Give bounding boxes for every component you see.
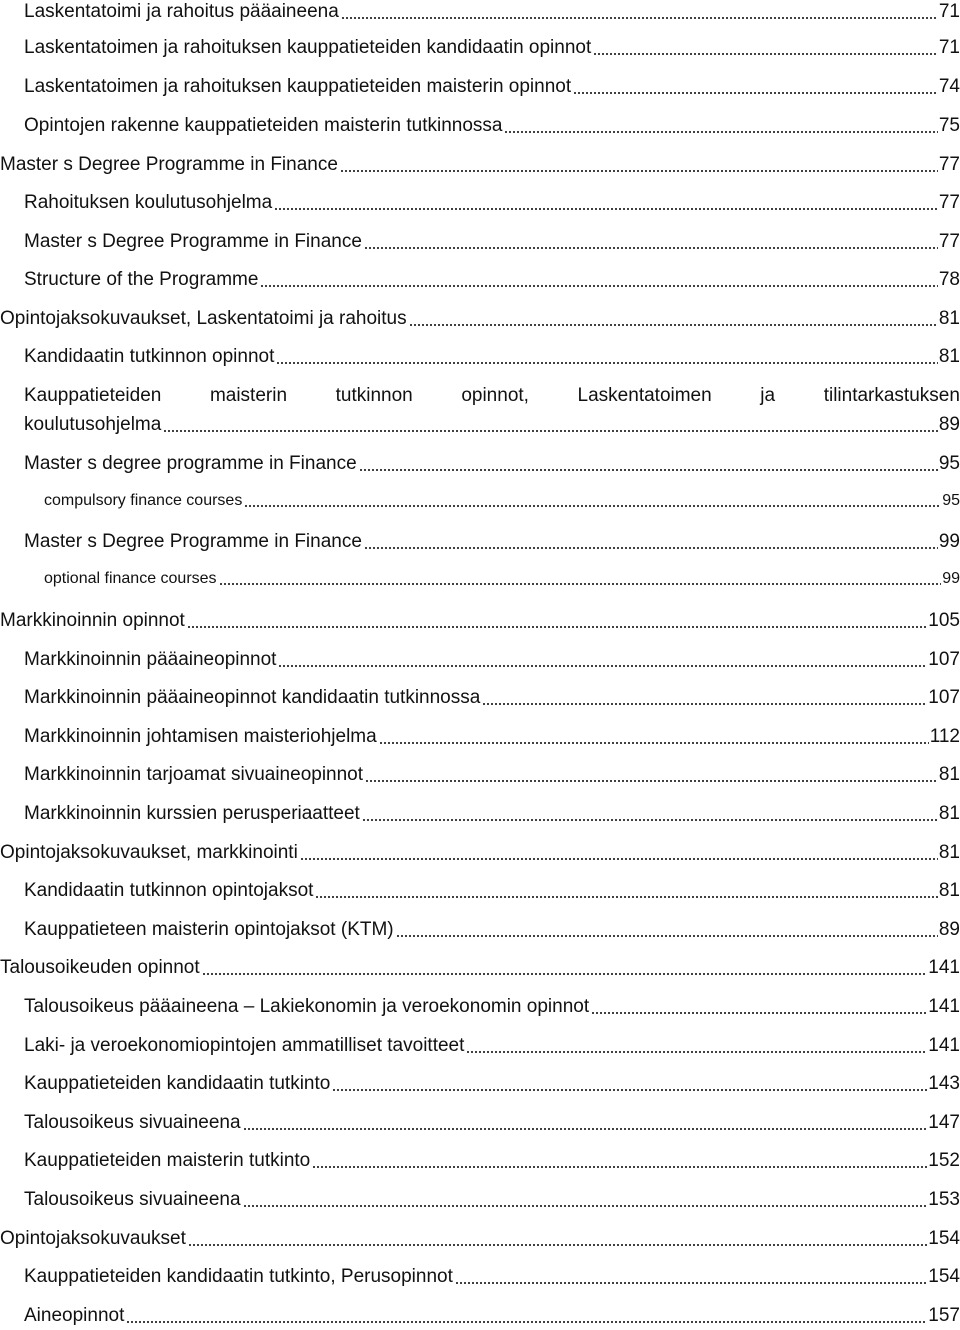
toc-page-number: 147: [928, 1112, 960, 1133]
dot-leader: [364, 246, 938, 250]
toc-entry-title: Markkinoinnin opinnot: [0, 610, 185, 631]
toc-title-word: tilintarkastuksen: [823, 385, 960, 406]
toc-entry[interactable]: [24, 230, 960, 254]
toc-page-number: 99: [938, 531, 960, 552]
toc-title-word: ja: [760, 385, 776, 406]
dot-leader: [187, 625, 927, 629]
toc-entry[interactable]: [0, 307, 960, 331]
dot-leader: [466, 1050, 927, 1054]
toc-page-number: 71: [938, 1, 960, 22]
toc-entry-title: Talousoikeus sivuaineena: [24, 1189, 241, 1210]
dot-leader: [219, 582, 942, 586]
toc-entry[interactable]: [24, 1149, 960, 1173]
toc-page-number: 107: [928, 649, 960, 670]
toc-page-number: 77: [938, 192, 960, 213]
toc-entry[interactable]: [0, 841, 960, 865]
toc-entry[interactable]: [0, 1227, 960, 1251]
dot-leader: [591, 1011, 927, 1015]
toc-entry-title: Kauppatieteiden kandidaatin tutkinto: [24, 1073, 331, 1094]
toc-entry[interactable]: [24, 1034, 960, 1058]
toc-page-number: 81: [938, 842, 960, 863]
toc-page-number: 141: [928, 957, 960, 978]
dot-leader: [573, 91, 938, 95]
dot-leader: [409, 323, 938, 327]
toc-entry-title: Laskentatoimen ja rahoituksen kauppatieteiden kandidaatin opinnot: [24, 37, 592, 58]
dot-leader: [163, 429, 938, 433]
toc-entry-title: compulsory finance courses: [44, 492, 243, 509]
toc-entry[interactable]: [24, 1072, 960, 1096]
dot-leader: [260, 284, 937, 288]
toc-entry[interactable]: [24, 452, 960, 476]
toc-entry[interactable]: [24, 345, 960, 369]
dot-leader: [364, 546, 938, 550]
toc-page-number: 78: [938, 269, 960, 290]
toc-entry[interactable]: [24, 879, 960, 903]
dot-leader: [504, 130, 937, 134]
toc-entry-title: Talousoikeuden opinnot: [0, 957, 200, 978]
dot-leader: [332, 1088, 927, 1092]
toc-page-number: 81: [938, 803, 960, 824]
toc-entry-title: Kauppatieteiden kandidaatin tutkinto, Perusopinnot: [24, 1266, 453, 1287]
dot-leader: [455, 1281, 927, 1285]
toc-page-number: 153: [928, 1189, 960, 1210]
toc-title-word: Kauppatieteiden: [24, 385, 162, 406]
dot-leader: [482, 702, 927, 706]
toc-page-number: 89: [938, 414, 960, 435]
toc-entry-title: Markkinoinnin pääaineopinnot kandidaatin tutkinnossa: [24, 687, 481, 708]
dot-leader: [244, 504, 941, 508]
toc-page-number: 89: [938, 919, 960, 940]
toc-title-word: opinnot,: [461, 385, 529, 406]
toc-entry[interactable]: [24, 384, 960, 437]
toc-entry-title: Markkinoinnin kurssien perusperiaatteet: [24, 803, 360, 824]
dot-leader: [243, 1127, 928, 1131]
toc-title-word: maisterin: [209, 385, 288, 406]
dot-leader: [365, 779, 938, 783]
toc-entry[interactable]: [44, 491, 960, 511]
toc-entry-title: Master s Degree Programme in Finance: [24, 231, 362, 252]
toc-entry-title: Structure of the Programme: [24, 269, 259, 290]
toc-entry[interactable]: [44, 569, 960, 589]
toc-entry-title: Kauppatieteiden maisterin tutkinto: [24, 1150, 311, 1171]
toc-entry-title: Kandidaatin tutkinnon opintojaksot: [24, 880, 314, 901]
toc-page-number: 152: [928, 1150, 960, 1171]
toc-entry-title: Master s Degree Programme in Finance: [24, 531, 362, 552]
toc-entry-title: Talousoikeus sivuaineena: [24, 1112, 241, 1133]
dot-leader: [276, 361, 937, 365]
toc-title-word: Laskentatoimen: [577, 385, 712, 406]
toc-entry[interactable]: [0, 609, 960, 633]
toc-entry[interactable]: [24, 36, 960, 60]
toc-entry-title: Opintojaksokuvaukset, markkinointi: [0, 842, 298, 863]
toc-entry[interactable]: [0, 153, 960, 177]
dot-leader: [362, 818, 938, 822]
toc-entry[interactable]: [24, 114, 960, 138]
dot-leader: [188, 1243, 927, 1247]
dot-leader: [379, 741, 929, 745]
dot-leader: [243, 1204, 928, 1208]
toc-page-number: 141: [928, 996, 960, 1017]
dot-leader: [593, 52, 938, 56]
toc-entry-title: Markkinoinnin johtamisen maisteriohjelma: [24, 726, 377, 747]
dot-leader: [300, 857, 938, 861]
toc-page-number: 77: [938, 154, 960, 175]
dot-leader: [278, 664, 927, 668]
toc-entry[interactable]: [24, 0, 960, 24]
toc-entry-title: Aineopinnot: [24, 1305, 125, 1326]
toc-page-number: 154: [928, 1228, 960, 1249]
toc-page-number: 141: [928, 1035, 960, 1056]
toc-entry-title: Master s degree programme in Finance: [24, 453, 357, 474]
toc-entry-title: Opintojaksokuvaukset, Laskentatoimi ja rahoitus: [0, 308, 407, 329]
toc-page-number: 71: [938, 37, 960, 58]
toc-entry-title-line2-row: [24, 413, 960, 437]
toc-title-word: tutkinnon: [335, 385, 413, 406]
toc-entry-title: optional finance courses: [44, 570, 217, 587]
dot-leader: [340, 169, 938, 173]
toc-entry-title: Laki- ja veroekonomiopintojen ammatilliset tavoitteet: [24, 1035, 465, 1056]
dot-leader: [126, 1320, 927, 1324]
toc-page-number: 157: [928, 1305, 960, 1326]
toc-entry[interactable]: [24, 686, 960, 710]
toc-entry[interactable]: [24, 648, 960, 672]
toc-entry-title-line1: [24, 384, 960, 408]
dot-leader: [315, 895, 937, 899]
toc-page-number: 99: [942, 570, 960, 587]
toc-entry[interactable]: [24, 1111, 960, 1135]
toc-entry-title: Laskentatoimi ja rahoitus pääaineena: [24, 1, 339, 22]
toc-entry[interactable]: [0, 956, 960, 980]
toc-page-number: 81: [938, 308, 960, 329]
dot-leader: [341, 16, 938, 20]
toc-entry-title: Markkinoinnin tarjoamat sivuaineopinnot: [24, 764, 364, 785]
toc-entry[interactable]: [24, 191, 960, 215]
toc-page-number: 143: [928, 1073, 960, 1094]
toc-entry-title: Opintojaksokuvaukset: [0, 1228, 186, 1249]
dot-leader: [312, 1165, 927, 1169]
toc-page-number: 112: [929, 726, 960, 747]
toc-entry-title: Kandidaatin tutkinnon opinnot: [24, 346, 275, 367]
toc-entry[interactable]: [24, 763, 960, 787]
dot-leader: [359, 468, 938, 472]
dot-leader: [396, 934, 938, 938]
dot-leader: [274, 207, 938, 211]
toc-entry-title: Talousoikeus pääaineena – Lakiekonomin ja veroekonomin opinnot: [24, 996, 590, 1017]
toc-page-number: 107: [928, 687, 960, 708]
toc-entry[interactable]: [24, 268, 960, 292]
toc-entry[interactable]: [24, 1265, 960, 1289]
toc-page-number: 154: [928, 1266, 960, 1287]
toc-entry[interactable]: [24, 75, 960, 99]
toc-page-number: 75: [938, 115, 960, 136]
toc-entry-title: Kauppatieteen maisterin opintojaksot (KTM): [24, 919, 394, 940]
toc-page-number: 81: [938, 880, 960, 901]
toc-entry[interactable]: [24, 802, 960, 826]
toc-page-number: 81: [938, 346, 960, 367]
toc-page-number: 77: [938, 231, 960, 252]
toc-page-number: 81: [938, 764, 960, 785]
toc-page-number: 74: [938, 76, 960, 97]
toc-entry[interactable]: [24, 995, 960, 1019]
toc-entry[interactable]: [24, 1188, 960, 1212]
toc-entry-title-line2: koulutusohjelma: [24, 414, 162, 435]
toc-page-number: 105: [928, 610, 960, 631]
toc-entry[interactable]: [24, 530, 960, 554]
toc-entry-title: Rahoituksen koulutusohjelma: [24, 192, 273, 213]
toc-page-number: 95: [942, 492, 960, 509]
toc-page-number: 95: [938, 453, 960, 474]
toc-entry[interactable]: [24, 918, 960, 942]
toc-entry-title: Opintojen rakenne kauppatieteiden maisterin tutkinnossa: [24, 115, 503, 136]
toc-entry-title: Markkinoinnin pääaineopinnot: [24, 649, 277, 670]
toc-entry-title: Master s Degree Programme in Finance: [0, 154, 338, 175]
toc-entry[interactable]: [24, 1304, 960, 1328]
dot-leader: [202, 972, 928, 976]
toc-entry-title: Laskentatoimen ja rahoituksen kauppatieteiden maisterin opinnot: [24, 76, 572, 97]
toc-entry[interactable]: [24, 725, 960, 749]
